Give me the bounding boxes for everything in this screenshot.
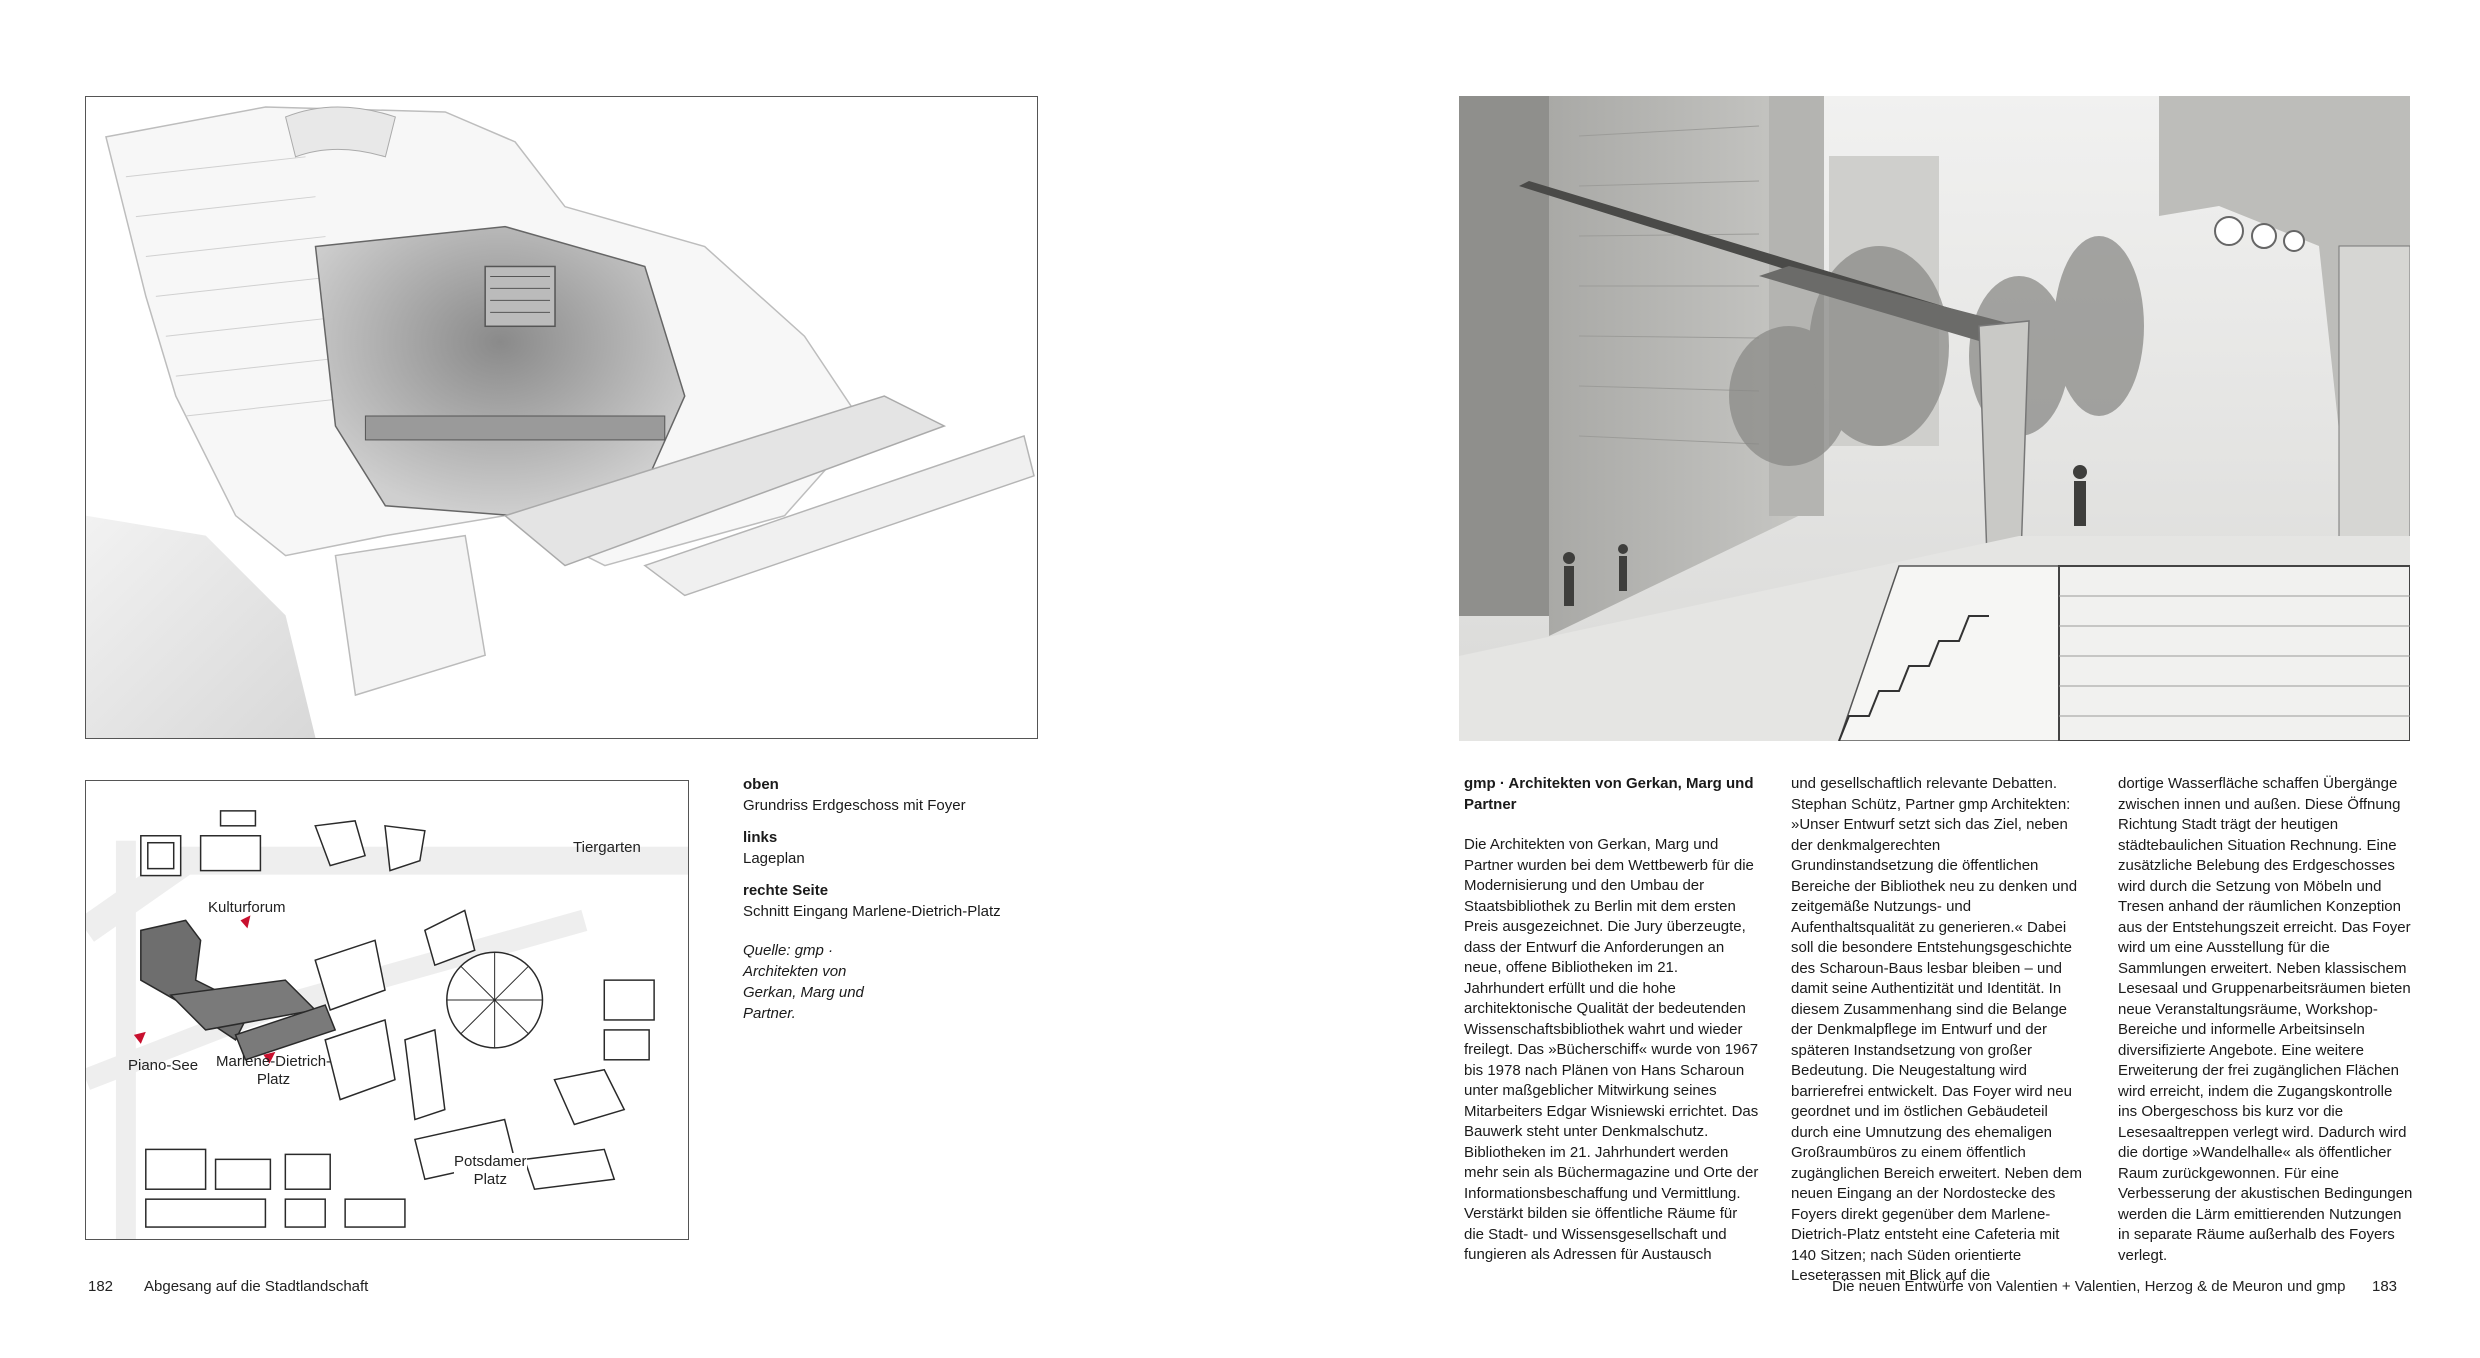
site-label-piano-see: Piano-See [128, 1057, 199, 1074]
caption-head: links [743, 829, 778, 846]
article-paragraph: dortige Wasserfläche schaffen Übergänge zwischen innen und außen. Diese Öffnung Richtung Stadt trägt der heutigen städtebaulichen Situation Rechnung. Eine zusätzliche Belebung des Erdgeschosses wird durch die Setzung von Möbeln und Tresen anhand der räumlichen Konzeption aus der Entstehungszeit erreicht. Das Foyer wird um eine Ausstellung für die Sammlungen erweitert. Neben klassischem Lesesaal und Gruppenarbeitsräumen bieten neue Veranstaltungsräume, Workshop-Bereiche und informelle Arbeitsinseln diversifizierte Angebote. Eine weitere Erweiterung der frei zugänglichen Flächen wird erreicht, indem die Zugangskontrolle ins Obergeschoss bis kurz vor die Lesesaaltreppen verlegt wird. Dadurch wird die dortige »Wandelhalle« als öffentlicher Raum zurückgewonnen. Für eine Verbesserung der akustischen Bedingungen werden die Lärm emittierenden Nutzungen in separate Räume außerhalb des Foyers verlegt. [2118, 775, 2413, 1264]
right-running-title: Die neuen Entwürfe von Valentien + Valentien, Herzog & de Meuron und gmp [1832, 1278, 2346, 1295]
caption-top [743, 774, 1043, 816]
article-paragraph: und gesellschaftlich relevante Debatten. Stephan Schütz, Partner gmp Architekten: »Unser Entwurf setzt sich das Ziel, neben der denkmalgerechten Grundinstandsetzung die öffentlichen Bereiche der Bibliothek neu zu denken und zeitgemäße Nutzungs- und Aufenthaltsqualität zu generieren.« Dabei soll die besondere Entstehungsgeschichte des Scharoun-Baus lesbar bleiben – und damit seine Authentizität und Identität. In diesem Zusammenhang sind die Belange der Denkmalpflege im Entwurf und der späteren Instandsetzung von großer Bedeutung. Die Neugestaltung wird barrierefrei entwickelt. Das Foyer wird neu geordnet und im östlichen Gebäudeteil durch eine Umnutzung des ehemaligen Großraumbüros zu einem öffentlich zugänglichen Bereich erweitert. Neben dem neuen Eingang an der Nordostecke des Foyers direkt gegenüber dem Marlene-Dietrich-Platz entsteht eine Cafeteria mit 140 Sitzen; nach Süden orientierte Leseterassen mit Blick auf die [1791, 775, 2082, 1284]
site-label-kulturforum: Kulturforum [208, 899, 286, 916]
right-page-number: 183 [2372, 1278, 2398, 1295]
caption-right-page [743, 880, 1043, 922]
article-column-3 [2118, 774, 2414, 1266]
left-page-number: 182 [88, 1278, 114, 1295]
source-note: Quelle: gmp · Architekten von Gerkan, Marg und Partner. [743, 942, 864, 1022]
caption-head: oben [743, 776, 779, 793]
caption-left [743, 827, 1043, 869]
article-column-2 [1791, 774, 2087, 1287]
left-running-title: Abgesang auf die Stadtlandschaft [144, 1278, 369, 1295]
figure-captions [743, 774, 1043, 1024]
site-plan [85, 780, 689, 1240]
section-rendering [1459, 96, 2410, 741]
article-paragraph: Die Architekten von Gerkan, Marg und Partner wurden bei dem Wettbewerb für die Modernisierung und den Umbau der Staatsbibliothek zu Berlin mit dem ersten Preis ausgezeichnet. Die Jury überzeugte, dass der Entwurf die Anforderungen an neue, offene Bibliotheken im 21. Jahrhundert erfüllt und die hohe architektonische Qualität der bedeutenden Wissenschaftsbibliothek wahrt und wieder freilegt. Das »Bücherschiff« wurde von 1967 bis 1978 nach Plänen von Hans Scharoun unter maßgeblicher Mitwirkung seines Mitarbeiters Edgar Wisniewski errichtet. Das Bauwerk steht unter Denkmalschutz. Bibliotheken im 21. Jahrhundert werden mehr sein als Büchermagazine und Orte der Informationsbeschaffung und Vermittlung. Verstärkt bilden sie öffentliche Räume für die Stadt- und Wissensgesellschaft und fungieren als Adressen für Austausch [1464, 836, 1759, 1263]
article-column-1 [1464, 774, 1760, 1266]
site-label-potsdamer-platz: Potsdamer Platz [454, 1153, 527, 1188]
site-label-marlene-dietrich-platz: Marlene-Dietrich- Platz [216, 1053, 332, 1088]
site-label-tiergarten: Tiergarten [573, 839, 641, 856]
floor-plan-drawing [85, 96, 1038, 739]
caption-text: Grundriss Erdgeschoss mit Foyer [743, 797, 966, 814]
caption-text: Lageplan [743, 850, 805, 867]
caption-text: Schnitt Eingang Marlene-Dietrich-Platz [743, 903, 1001, 920]
caption-head: rechte Seite [743, 882, 829, 899]
article-heading: gmp · Architekten von Gerkan, Marg und Partner [1464, 775, 1754, 813]
